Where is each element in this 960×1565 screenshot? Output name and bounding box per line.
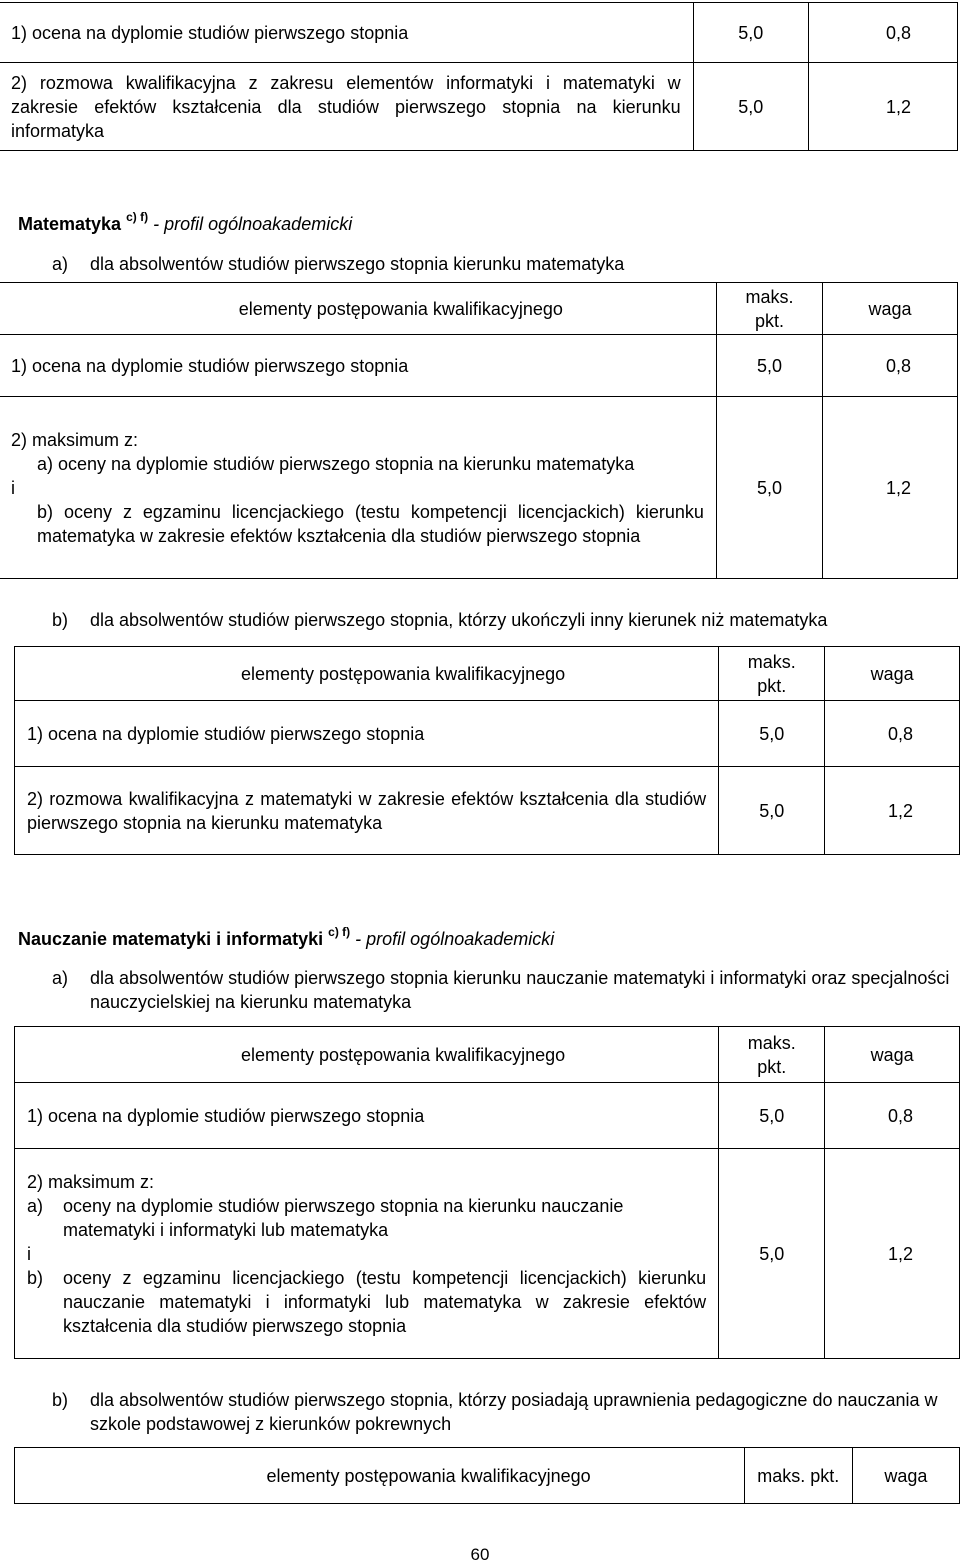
weight: 1,2 [825, 1149, 960, 1359]
profile-label: - profil ogólnoakademicki [355, 929, 555, 949]
col-header-max: maks. pkt. [719, 1027, 825, 1083]
col-header-elements: elementy postępowania kwalifikacyjnego [0, 283, 716, 335]
criteria-table [0, 282, 958, 579]
col-header-elements: elementy postępowania kwalifikacyjnego [15, 647, 719, 701]
criterion-text: 2) maksimum z: a) oceny na dyplomie studiów pierwszego stopnia na kierunku matematyka i b) oceny z egzaminu licencjackiego (testu kompetencji licencjackich) kierunku matematyka w zakresie efektów kształcenia dla studiów pierwszego stopnia [0, 397, 716, 579]
section-title: Nauczanie matematyki i informatyki [18, 929, 324, 949]
col-header-elements: elementy postępowania kwalifikacyjnego [15, 1448, 745, 1504]
col-header-weight: waga [825, 1027, 960, 1083]
criterion-text: 1) ocena na dyplomie studiów pierwszego stopnia [15, 701, 719, 767]
subgroup-text: dla absolwentów studiów pierwszego stopnia kierunku matematyka [90, 254, 625, 274]
section-title: Matematyka [18, 214, 122, 234]
col-header-max: maks. pkt. [716, 283, 822, 335]
page-number: 60 [470, 1545, 490, 1564]
criterion-text: 1) ocena na dyplomie studiów pierwszego stopnia [0, 3, 693, 63]
weight: 1,2 [823, 397, 958, 579]
max-points: 5,0 [693, 3, 808, 63]
weight: 0,8 [825, 701, 960, 767]
weight: 0,8 [823, 335, 958, 397]
criteria-table [14, 1026, 960, 1359]
col-header-elements: elementy postępowania kwalifikacyjnego [15, 1027, 719, 1083]
section-heading-nauczanie [18, 925, 555, 950]
subgroup-b: b) dla absolwentów studiów pierwszego stopnia, którzy posiadają uprawnienia pedagogiczne do nauczania w szkole podstawowej z kierunków pokrewnych [52, 1388, 957, 1436]
weight: 1,2 [825, 767, 960, 855]
criterion-text: 2) maksimum z: a) oceny na dyplomie studiów pierwszego stopnia na kierunku nauczanie matematyki i informatyki lub matematyka i b) oceny z egzaminu licencjackiego (testu kompetencji licencjackich) kierunku nauczanie matematyki i informatyki lub matematyka w zakresie efektów kształcenia dla studiów pierwszego stopnia [15, 1149, 719, 1359]
criterion-text: 2) rozmowa kwalifikacyjna z matematyki w zakresie efektów kształcenia dla studiów pierwszego stopnia na kierunku matematyka [15, 767, 719, 855]
subgroup-text: dla absolwentów studiów pierwszego stopnia, którzy posiadają uprawnienia pedagogiczne do nauczania w szkole podstawowej z kierunków pokrewnych [90, 1390, 938, 1434]
col-header-max: maks. pkt. [744, 1448, 852, 1504]
col-header-max: maks. pkt. [719, 647, 825, 701]
criteria-table [14, 1447, 960, 1504]
weight: 0,8 [808, 3, 957, 63]
subgroup-a: a) dla absolwentów studiów pierwszego stopnia kierunku matematyka [52, 252, 957, 276]
col-header-weight: waga [852, 1448, 959, 1504]
max-points: 5,0 [719, 701, 825, 767]
max-points: 5,0 [716, 335, 822, 397]
top-criteria-table [0, 2, 958, 151]
subgroup-b: b) dla absolwentów studiów pierwszego stopnia, którzy ukończyli inny kierunek niż matematyka [52, 608, 957, 632]
weight: 1,2 [808, 63, 957, 151]
weight: 0,8 [825, 1083, 960, 1149]
section-heading-matematyka [18, 210, 353, 235]
max-points: 5,0 [693, 63, 808, 151]
criterion-text: 1) ocena na dyplomie studiów pierwszego stopnia [0, 335, 716, 397]
col-header-weight: waga [823, 283, 958, 335]
profile-label: - profil ogólnoakademicki [153, 214, 353, 234]
footnote-marks: c) f) [126, 210, 149, 224]
subgroup-a: a) dla absolwentów studiów pierwszego stopnia kierunku nauczanie matematyki i informatyki oraz specjalności nauczycielskiej na kierunku matematyka [52, 966, 957, 1014]
footnote-marks: c) f) [328, 925, 351, 939]
criteria-table [14, 646, 960, 855]
subgroup-text: dla absolwentów studiów pierwszego stopnia, którzy ukończyli inny kierunek niż matematyka [90, 610, 828, 630]
max-points: 5,0 [719, 1149, 825, 1359]
criterion-text: 1) ocena na dyplomie studiów pierwszego stopnia [15, 1083, 719, 1149]
max-points: 5,0 [719, 1083, 825, 1149]
max-points: 5,0 [719, 767, 825, 855]
max-points: 5,0 [716, 397, 822, 579]
subgroup-text: dla absolwentów studiów pierwszego stopnia kierunku nauczanie matematyki i informatyki oraz specjalności nauczycielskiej na kierunku matematyka [90, 968, 950, 1012]
criterion-text: 2) rozmowa kwalifikacyjna z zakresu elementów informatyki i matematyki w zakresie efektów kształcenia dla studiów pierwszego stopnia na kierunku informatyka [0, 63, 693, 151]
col-header-weight: waga [825, 647, 960, 701]
